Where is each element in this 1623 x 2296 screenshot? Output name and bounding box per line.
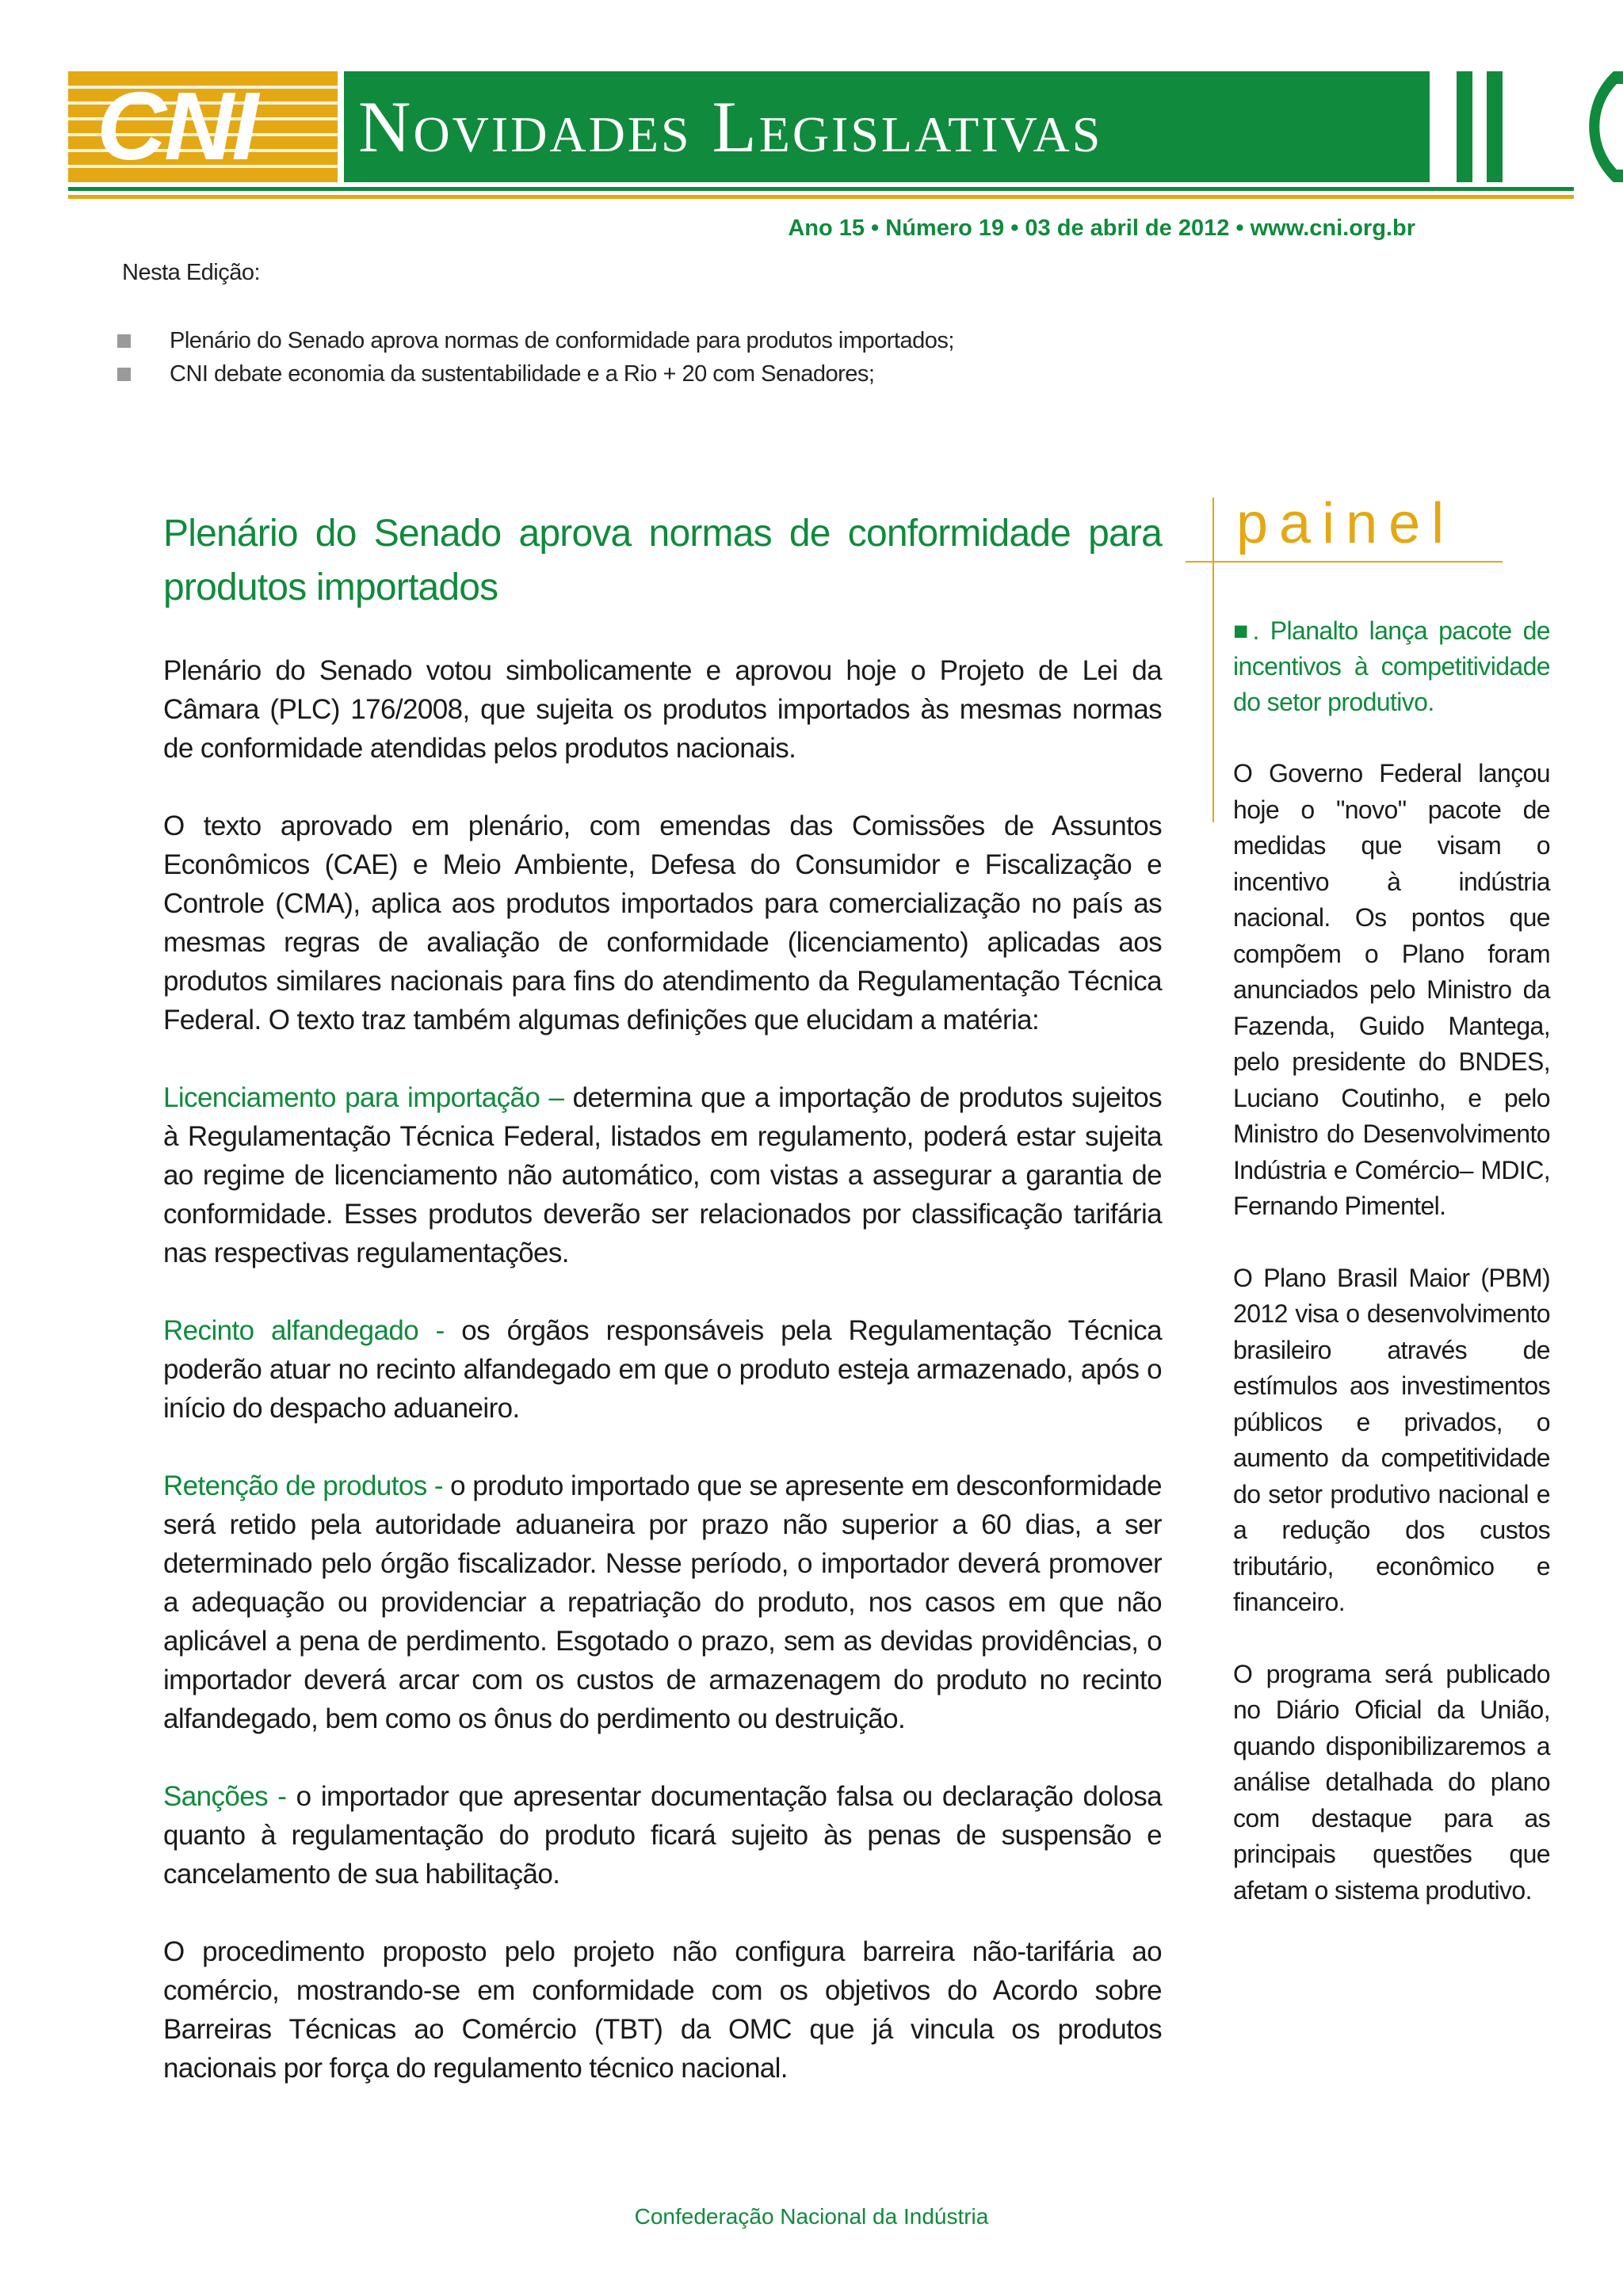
masthead [68, 71, 1574, 198]
footer: Confederação Nacional da Indústria [634, 2204, 989, 2229]
article-title: Plenário do Senado aprova normas de conformidade para produtos importados [163, 513, 1162, 608]
edition-item-text: CNI debate economia da sustentabilidade e a Rio + 20 com Senadores; [170, 361, 875, 387]
masthead-rule-gold [68, 195, 1574, 199]
panel-divider-vertical [1212, 498, 1214, 822]
square-bullet-icon [117, 334, 131, 348]
edition-item-text: Plenário do Senado aprova normas de conformidade para produtos importados; [170, 328, 954, 353]
panel-paragraph: O programa será publicado no Diário Oficial da União, quando disponibilizaremos a análise detalhada do plano com destaque para as principais questões que afetam o sistema produtivo. [1233, 1659, 1550, 1905]
decorative-bar [1487, 71, 1503, 182]
definition-text: o produto importado que se apresente em desconformidade será retido pela autoridade aduaneira por prazo não superior a 60 dias, a ser determinado pelo órgão fiscalizador. Nesse período, o importador deverá promover a adequação ou providenciar a repatriação do produto, nos casos em que não aplicável a pena de perdimento. Esgotado o prazo, sem as devidas providências, o importador deverá arcar com os custos de armazenagem do produto no recinto alfandegado, bem como os ônus do perdimento ou destruição. [163, 1470, 1163, 1734]
masthead-rule-green [68, 187, 1574, 191]
panel-headline: ■. Planalto lança pacote de incentivos à competitividade do setor produtivo. [1233, 616, 1550, 716]
definition-recinto [163, 1311, 1162, 1428]
decorative-arc-icon [1518, 71, 1623, 182]
definition-text: o importador que apresentar documentação falsa ou declaração dolosa quanto à regulamentação do produto ficará sujeito às penas de suspensão e cancelamento de sua habilitação. [163, 1781, 1162, 1890]
definition-text: os órgãos responsáveis pela Regulamentação Técnica poderão atuar no recinto alfandegado em que o produto esteja armazenado, após o início do despacho aduaneiro. [163, 1315, 1162, 1424]
article-paragraph: Plenário do Senado votou simbolicamente e aprovou hoje o Projeto de Lei da Câmara (PLC) 176/2008, que sujeita os produtos importados às mesmas normas de conformidade atendidas pelos produtos nacionais. [163, 655, 1162, 764]
edition-label: Nesta Edição: [122, 260, 261, 285]
square-bullet-icon [117, 368, 131, 381]
panel-title: painel [1236, 492, 1456, 555]
panel-sidebar [1233, 613, 1550, 1909]
article-paragraph: O texto aprovado em plenário, com emendas das Comissões de Assuntos Econômicos (CAE) e Meio Ambiente, Defesa do Consumidor e Fiscalização e Controle (CMA), aplica aos produtos importados para comercialização no país as mesmas regras de avaliação de conformidade (licenciamento) aplicadas aos produtos similares nacionais para fins do atendimento da Regulamentação Técnica Federal. O texto traz também algumas definições que elucidam a matéria: [163, 810, 1162, 1035]
newsletter-title-block [344, 71, 1430, 182]
decorative-bar [1457, 71, 1472, 182]
main-article [163, 507, 1162, 2088]
issue-info: Ano 15 • Número 19 • 03 de abril de 2012 • www.cni.org.br [788, 215, 1415, 241]
definition-term: Recinto alfandegado - [163, 1315, 445, 1346]
definition-term: Retenção de produtos - [163, 1470, 443, 1501]
cni-logo-text: CNI [97, 72, 257, 180]
panel-divider-horizontal [1186, 561, 1503, 563]
panel-paragraph: O Plano Brasil Maior (PBM) 2012 visa o desenvolvimento brasileiro através de estímulos aos investimentos públicos e privados, o aumento da competitividade do setor produtivo nacional e a redução dos custos tributário, econômico e financeiro. [1233, 1263, 1550, 1616]
panel-paragraph: O Governo Federal lançou hoje o "novo" pacote de medidas que visam o incentivo à indústria nacional. Os pontos que compõem o Plano foram anunciados pelo Ministro da Fazenda, Guido Mantega, pelo presidente do BNDES, Luciano Coutinho, e pelo Ministro do Desenvolvimento Indústria e Comércio– MDIC, Fernando Pimentel. [1233, 759, 1550, 1220]
article-paragraph: O procedimento proposto pelo projeto não configura barreira não-tarifária ao comércio, mostrando-se em conformidade com os objetivos do Acordo sobre Barreiras Técnicas ao Comércio (TBT) da OMC que já vincula os produtos nacionais por força do regulamento técnico nacional. [163, 1936, 1162, 2084]
definition-term: Licenciamento para importação – [163, 1082, 564, 1113]
definition-term: Sanções - [163, 1781, 287, 1812]
newsletter-title: Novidades Legislativas [358, 86, 1103, 167]
definition-licenciamento [163, 1078, 1162, 1272]
definition-sancoes [163, 1777, 1162, 1894]
definition-text: determina que a importação de produtos sujeitos à Regulamentação Técnica Federal, listados em regulamento, poderá estar sujeita ao regime de licenciamento não automático, com vistas a assegurar a garantia de conformidade. Esses produtos deverão ser relacionados por classificação tarifária nas respectivas regulamentações. [163, 1082, 1162, 1268]
cni-logo [68, 71, 338, 182]
definition-retencao [163, 1466, 1162, 1738]
